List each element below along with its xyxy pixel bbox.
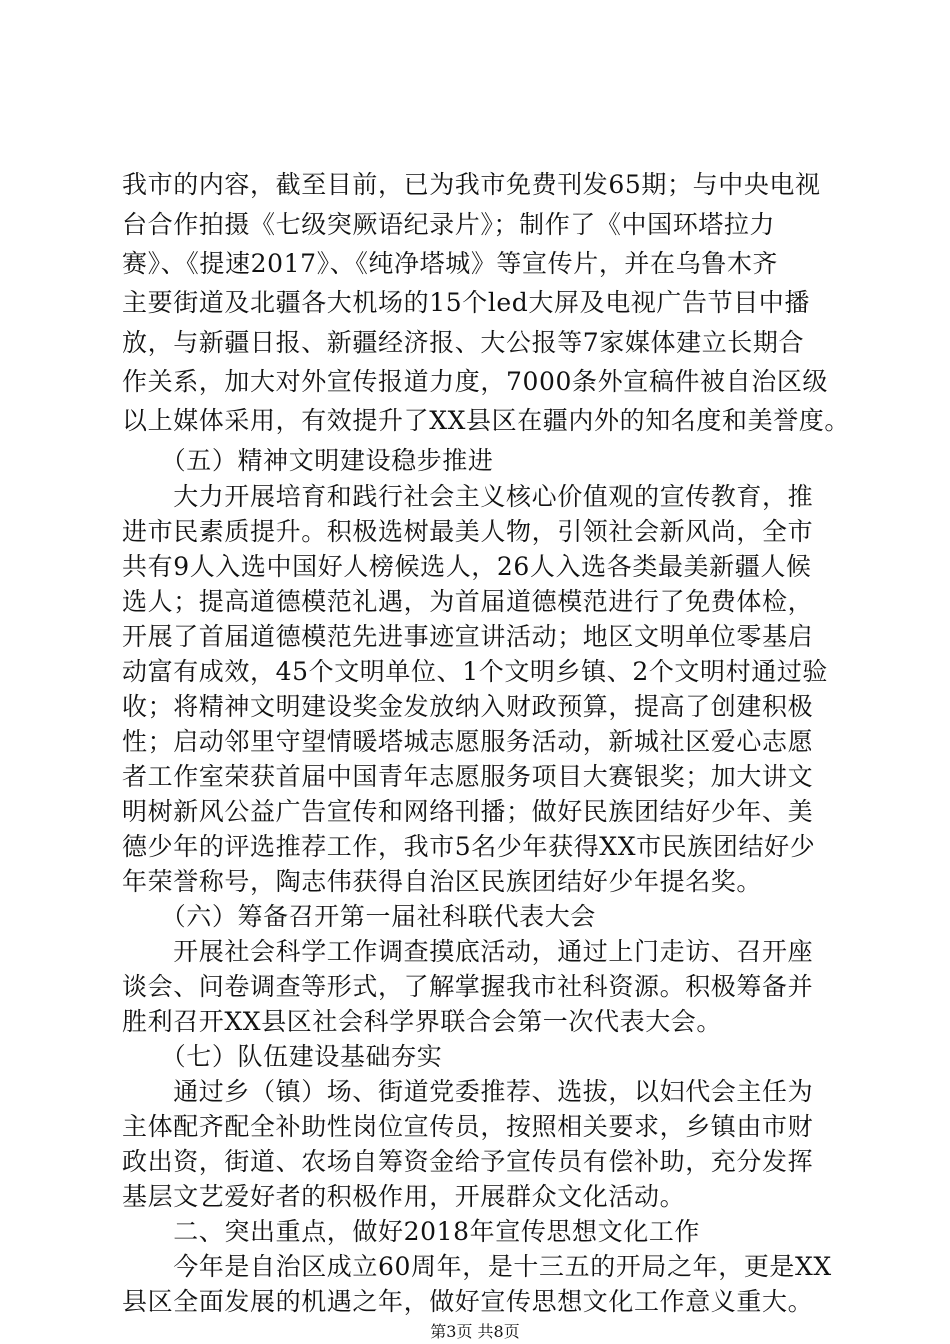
body-text-line: 作关系，加大对外宣传报道力度，7000条外宣稿件被自治区级 — [122, 367, 829, 396]
section-heading: （六）筹备召开第一届社科联代表大会 — [122, 902, 596, 931]
body-text-line: 年荣誉称号，陶志伟获得自治区民族团结好少年提名奖。 — [122, 867, 763, 896]
body-text-line: 动富有成效，45个文明单位、1个文明乡镇、2个文明村通过验 — [122, 657, 829, 686]
body-text-line: 选人；提高道德模范礼遇，为首届道德模范进行了免费体检， — [122, 587, 814, 616]
body-text-line: 胜利召开XX县区社会科学界联合会第一次代表大会。 — [122, 1007, 722, 1036]
body-text-line: 放，与新疆日报、新疆经济报、大公报等7家媒体建立长期合 — [122, 328, 805, 357]
body-text-line: 谈会、问卷调查等形式，了解掌握我市社科资源。积极筹备并 — [122, 972, 814, 1001]
body-text-line: 通过乡（镇）场、街道党委推荐、选拔，以妇代会主任为 — [122, 1077, 814, 1106]
body-text-line: 政出资，街道、农场自筹资金给予宣传员有偿补助，充分发挥 — [122, 1147, 814, 1176]
body-text-line: 主要街道及北疆各大机场的15个led大屏及电视广告节目中播 — [122, 288, 811, 317]
body-text-line: 大力开展培育和践行社会主义核心价值观的宣传教育，推 — [122, 482, 814, 511]
body-text-line: 开展了首届道德模范先进事迹宣讲活动；地区文明单位零基启 — [122, 622, 814, 651]
body-text-line: 明树新风公益广告宣传和网络刊播；做好民族团结好少年、美 — [122, 797, 814, 826]
body-text-line: 性；启动邻里守望情暖塔城志愿服务活动，新城社区爱心志愿 — [122, 727, 814, 756]
body-text-line: 基层文艺爱好者的积极作用，开展群众文化活动。 — [122, 1182, 686, 1211]
body-text-line: 今年是自治区成立60周年，是十三五的开局之年，更是XX — [122, 1252, 832, 1281]
body-text-line: 以上媒体采用，有效提升了XX县区在疆内外的知名度和美誉度。 — [122, 406, 850, 435]
body-text-line: 赛》、《提速2017》、《纯净塔城》等宣传片，并在乌鲁木齐 — [122, 249, 779, 278]
body-text-line: 台合作拍摄《七级突厥语纪录片》；制作了《中国环塔拉力 — [122, 210, 776, 239]
body-text-line: 者工作室荣获首届中国青年志愿服务项目大赛银奖；加大讲文 — [122, 762, 814, 791]
section-heading: （七）队伍建设基础夯实 — [122, 1042, 443, 1071]
body-text-line: 德少年的评选推荐工作，我市5名少年获得XX市民族团结好少 — [122, 832, 816, 861]
body-text-line: 开展社会科学工作调查摸底活动，通过上门走访、召开座 — [122, 937, 814, 966]
body-text-line: 共有9人入选中国好人榜候选人，26人入选各类最美新疆人候 — [122, 552, 812, 581]
body-text-line: 收；将精神文明建设奖金发放纳入财政预算，提高了创建积极 — [122, 692, 814, 721]
body-text-line: 进市民素质提升。积极选树最美人物，引领社会新风尚，全市 — [122, 517, 814, 546]
section-heading: （五）精神文明建设稳步推进 — [122, 446, 494, 475]
page-footer: 第3页 共8页 — [430, 1322, 520, 1341]
section-heading: 二、突出重点，做好2018年宣传思想文化工作 — [122, 1217, 701, 1246]
body-text-line: 主体配齐配全补助性岗位宣传员，按照相关要求，乡镇由市财 — [122, 1112, 814, 1141]
body-text-line: 我市的内容，截至目前，已为我市免费刊发65期；与中央电视 — [122, 170, 821, 199]
body-text-line: 县区全面发展的机遇之年，做好宣传思想文化工作意义重大。 — [122, 1287, 814, 1316]
